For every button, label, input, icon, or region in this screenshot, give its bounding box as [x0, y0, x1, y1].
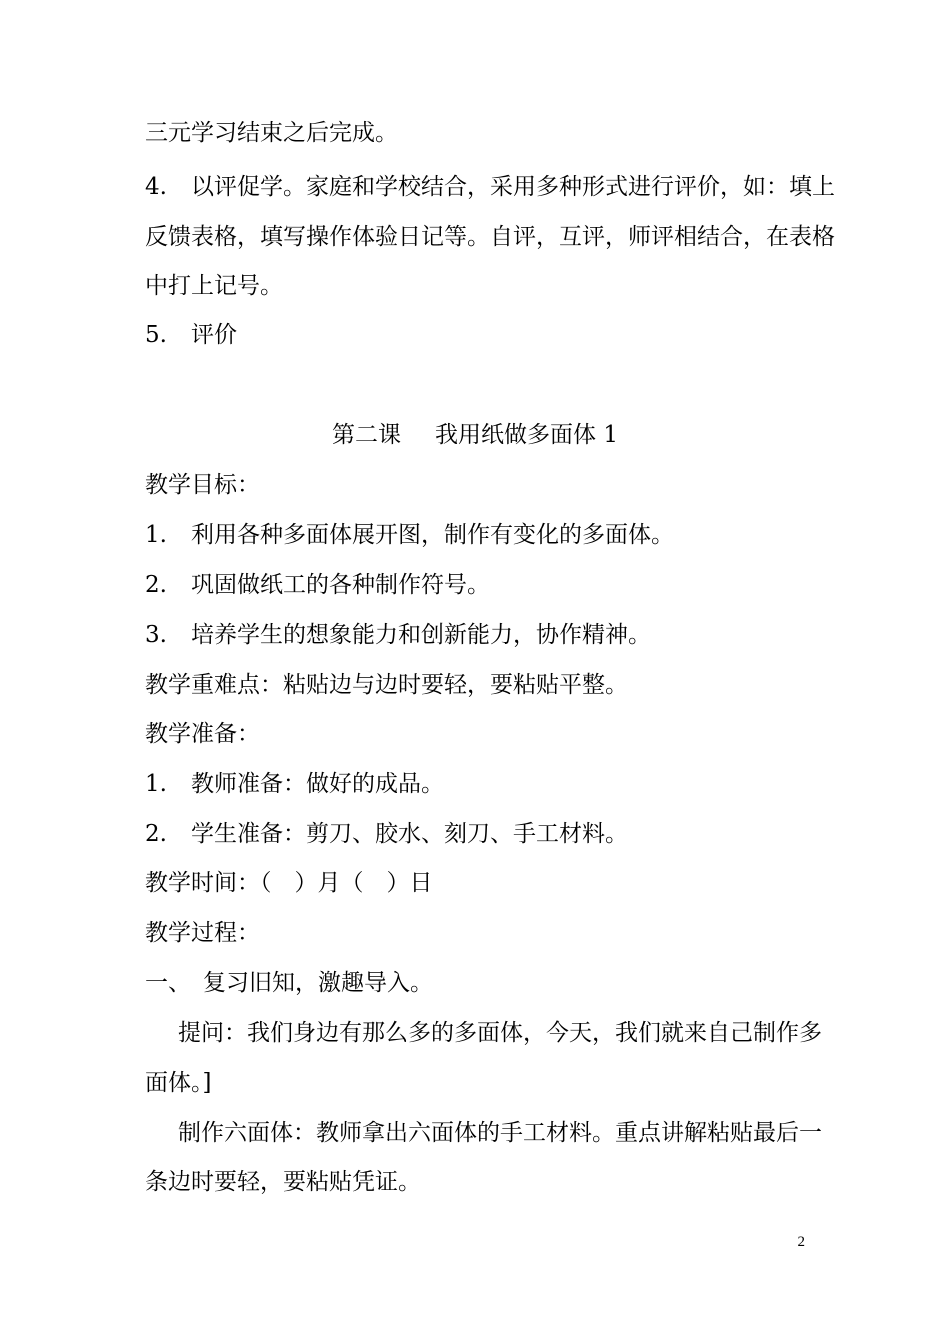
item-number: 5.: [145, 322, 167, 348]
paragraph-text: 面体。]: [145, 1070, 212, 1096]
paragraph-text: 教学时间：（ ）月（ ）日: [145, 870, 433, 896]
key-points: [145, 670, 628, 700]
item-text: 学生准备：剪刀、胶水、刻刀、手工材料。: [191, 821, 628, 847]
heading-text: 教学目标：: [145, 472, 260, 498]
item-number: 1.: [145, 771, 167, 797]
paragraph-text: 三元学习结束之后完成。: [145, 120, 398, 146]
list-item: [145, 520, 674, 550]
item-text: 培养学生的想象能力和创新能力，协作精神。: [191, 622, 651, 648]
paragraph-text: 制作六面体：教师拿出六面体的手工材料。重点讲解粘贴最后一: [178, 1120, 822, 1146]
item-text: 评价: [191, 322, 237, 348]
text-line: [145, 118, 398, 148]
list-item: [145, 620, 651, 650]
item-number: 1.: [145, 522, 167, 548]
item-text: 以评促学。家庭和学校结合，采用多种形式进行评价，如：填上: [191, 174, 835, 200]
teaching-time: [145, 868, 433, 898]
list-item: [145, 819, 628, 849]
item-text: 利用各种多面体展开图，制作有变化的多面体。: [191, 522, 674, 548]
text-line: [145, 222, 835, 252]
numbered-item-4: [145, 172, 835, 202]
text-line: [178, 1118, 822, 1148]
item-text: 教师准备：做好的成品。: [191, 771, 444, 797]
item-number: 2.: [145, 821, 167, 847]
lesson-name: 我用纸做多面体 1: [435, 422, 618, 448]
paragraph-text: 提问：我们身边有那么多的多面体，今天，我们就来自己制作多: [178, 1020, 822, 1046]
lesson-number: 第二课: [332, 422, 402, 448]
page-number: 2: [797, 1234, 805, 1250]
step-number: 一、: [145, 970, 191, 996]
paragraph-text: 反馈表格，填写操作体验日记等。自评，互评，师评相结合，在表格: [145, 224, 835, 250]
heading-text: 教学准备：: [145, 721, 260, 747]
text-line: [145, 1167, 421, 1197]
section-heading: [145, 470, 260, 500]
item-number: 2.: [145, 572, 167, 598]
paragraph-text: 教学重难点：粘贴边与边时要轻，要粘贴平整。: [145, 672, 628, 698]
paragraph-text: 中打上记号。: [145, 273, 283, 299]
text-line: [145, 1068, 211, 1098]
item-number: 4.: [145, 174, 167, 200]
item-text: 巩固做纸工的各种制作符号。: [191, 572, 490, 598]
list-item: [145, 769, 444, 799]
list-item: [145, 570, 490, 600]
section-heading: [145, 918, 260, 948]
step-text: 复习旧知，激趣导入。: [203, 970, 433, 996]
heading-text: 教学过程：: [145, 920, 260, 946]
text-line: [178, 1018, 822, 1048]
section-heading: [145, 719, 260, 749]
process-step-1: [145, 968, 433, 998]
item-number: 3.: [145, 622, 167, 648]
text-line: [145, 271, 283, 301]
numbered-item-5: [145, 320, 237, 350]
paragraph-text: 条边时要轻，要粘贴凭证。: [145, 1169, 421, 1195]
lesson-title: [0, 420, 950, 450]
